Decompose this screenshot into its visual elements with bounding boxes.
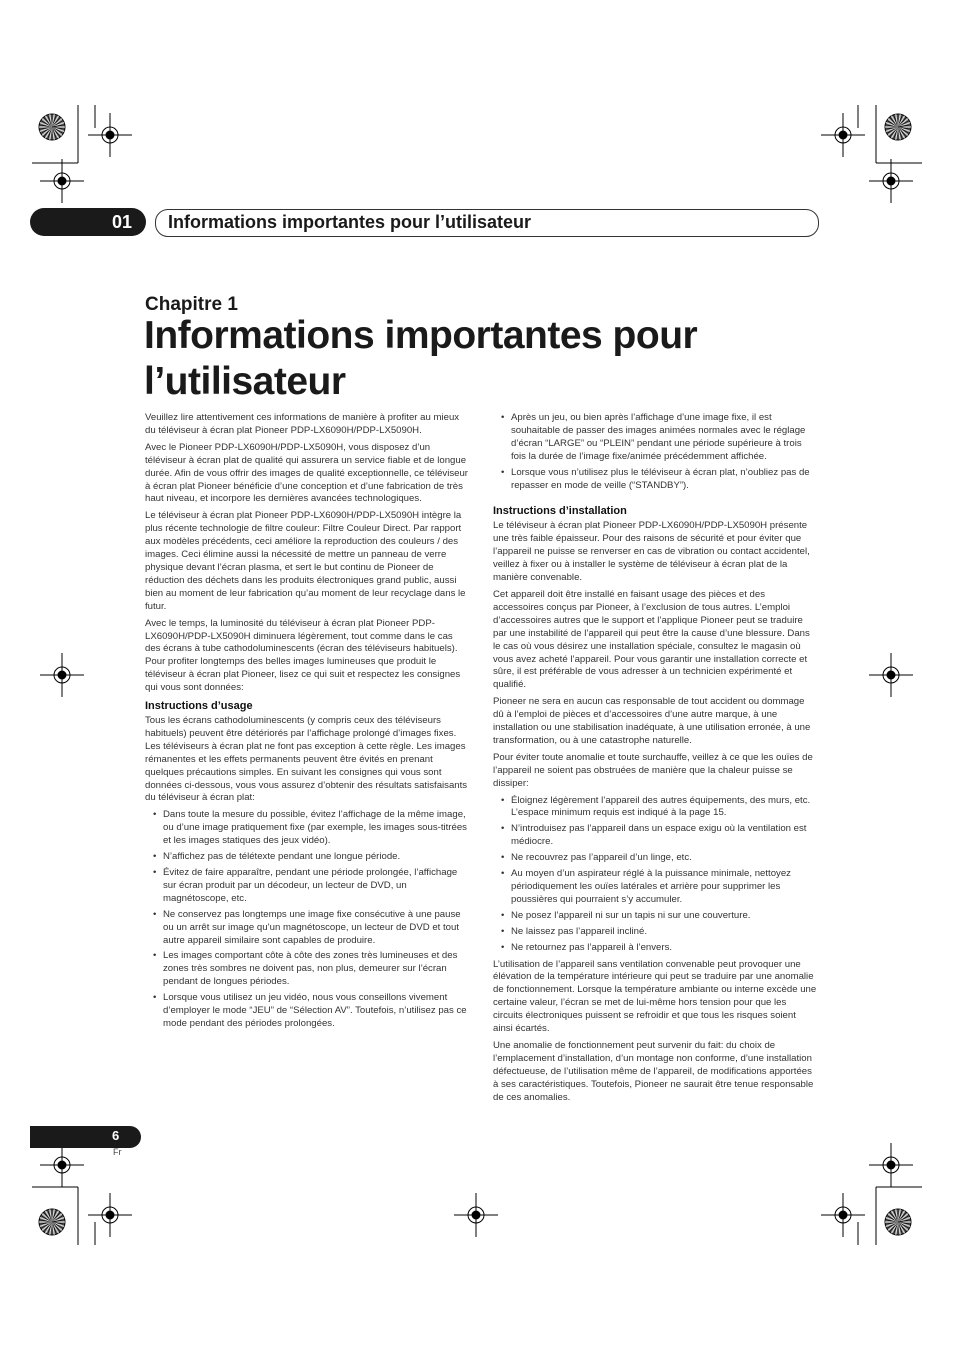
install-paragraph: Cet appareil doit être installé en faisant usage des pièces et des accessoires conçus par Pioneer, à l’exclusion de tous autres. L’emploi d’accessoires autres que le support et l’applique Pioneer peut se traduire par une instabilité de l’appareil qui peut être la cause d’une blessure. Dans le cas où vous désirez une installation spéciale, consultez le magasin où vous avez acheté l’appareil. Pour vous garantir une installation correcte et sûre, il est préférable de vous adresser à un technicien expérimenté et qualifié. (493, 588, 810, 691)
registration-starburst (39, 1209, 65, 1235)
list-item: • Lorsque vous utilisez un jeu vidéo, nous vous conseillons vivement d’employer le mode “JEU” de “Sélection AV”. Toutefois, n’utilisez pas ce mode pendant des périodes prolongées. (145, 992, 469, 1031)
chapter-label: Chapitre 1 (145, 294, 238, 315)
list-item: • Ne recouvrez pas l’appareil d’un linge, etc. (493, 852, 817, 865)
intro-paragraph: Veuillez lire attentivement ces informations de manière à profiter au mieux du téléviseur à écran plat Pioneer PDP-LX6090H/PDP-LX5090H. (145, 412, 460, 436)
list-item: • Ne posez l’appareil ni sur un tapis ni sur une couverture. (493, 910, 817, 923)
list-item: • Après un jeu, ou bien après l’affichage d’une image fixe, il est souhaitable de passer des images animées normales avec le réglage d’écran “LARGE” ou “PLEIN” pendant une période supérieure à trois fois la durée de l’image fixe/animée précédemment affichée. (493, 412, 817, 464)
install-heading: Instructions d’installation (493, 505, 627, 518)
page-number: 6 (112, 1128, 120, 1143)
intro-paragraph: Le téléviseur à écran plat Pioneer PDP-LX6090H/PDP-LX5090H intègre la plus récente technologie de filtre couleur: Filtre Couleur Direct. Par rapport aux modèles précédents, ceci améliore la reproduction des couleurs / des images. Ceci élimine aussi la nécessité de mettre un panneau de verre physique devant l’écran plasma, et sert le but continu de Pioneer de réduction des déchets dans les produits électroniques grand public, aussi bien au moment de leur fabrication qu’au moment de leur recyclage dans le futur. (145, 510, 466, 612)
install-paragraph: Pioneer ne sera en aucun cas responsable de tout accident ou dommage dû à l’emploi de pièces et d’accessoires d’une autre marque, à une installation ou une stabilisation inadéquate, à une utilisation erronée, à une transformation, ou à une catastrophe naturelle. (493, 696, 811, 746)
list-item: • Ne laissez pas l’appareil incliné. (493, 926, 817, 939)
registration-starburst (885, 1209, 911, 1235)
registration-crosshair (454, 1193, 498, 1237)
list-item: • Les images comportant côte à côte des zones très lumineuses et des zones très sombres ne doivent pas, non plus, demeurer sur l’écran pendant de longues périodes. (145, 950, 469, 989)
chapter-number: 01 (112, 212, 133, 232)
intro-paragraph: Avec le Pioneer PDP-LX6090H/PDP-LX5090H, vous disposez d’un téléviseur à écran plat de qualité qui assurera un service fiable et de longue durée. Afin de vous offrir des images de qualité exceptionnelle, ce téléviseur à écran plat Pioneer bénéficie d’une conception et d’une fabrication de très haut niveau, et incorpore les dernières avancées technologiques. (145, 441, 469, 505)
list-item: • Au moyen d’un aspirateur réglé à la puissance minimale, nettoyez périodiquement les ouïes latérales et arrière pour supprimer les poussières qui pourraient s’y accumuler. (493, 868, 817, 907)
registration-crosshair (869, 1143, 913, 1187)
page-number-tab (30, 1126, 141, 1148)
registration-crosshair (869, 653, 913, 697)
list-item: • Ne conservez pas longtemps une image fixe consécutive à une pause ou un arrêt sur image qu’un magnétoscope, un lecteur de DVD et tout autre appareil similaire sont capables de produire. (145, 909, 469, 948)
right-column (493, 412, 817, 1109)
install-list (493, 795, 817, 955)
usage-heading: Instructions d’usage (145, 700, 253, 713)
list-item: • Évitez de faire apparaître, pendant une période prolongée, l’affichage sur écran produit par un décodeur, un lecteur de DVD, un magnétoscope, etc. (145, 867, 469, 906)
list-item: • Éloignez légèrement l’appareil des autres équipements, des murs, etc. L’espace minimum requis est indiqué à la page 15. (493, 795, 817, 821)
install-paragraph: Une anomalie de fonctionnement peut survenir du fait: du choix de l’emplacement d’installation, d’un montage non conforme, d’une installation défectueuse, de l’utilisation même de l’appareil, de modifications apportées à ses caractéristiques. Toutefois, Pioneer ne saurait être tenue responsable de ces anomalies. (493, 1039, 814, 1103)
page-title: Informations importantes pour l’utilisateur (144, 314, 698, 403)
left-column (145, 412, 469, 1035)
install-paragraph: Le téléviseur à écran plat Pioneer PDP-LX6090H/PDP-LX5090H présente une très faible épaisseur. Pour des raisons de sécurité et pour éviter que l’appareil ne puisse se renverser en cas de vibration ou contact accidentel, veillez à fixer ou à installer le système de téléviseur à écran plat de la manière convenable. (493, 520, 810, 584)
usage-list-continued (493, 412, 817, 492)
usage-list (145, 809, 469, 1031)
intro-paragraph: Avec le temps, la luminosité du téléviseur à écran plat Pioneer PDP-LX6090H/PDP-LX5090H diminuera légèrement, tout comme dans le cas des écrans à tube cathodoluminescents (écran des téléviseurs habituels). Pour profiter longtemps des belles images lumineuses que produit le téléviseur à écran plat Pioneer, lisez ce qui suit et respectez les consignes qui vous sont données: (145, 617, 461, 694)
list-item: • Lorsque vous n’utilisez plus le téléviseur à écran plat, n’oubliez pas de repasser en mode de veille (“STANDBY”). (493, 467, 817, 493)
registration-crosshair (40, 653, 84, 697)
registration-starburst (885, 114, 911, 140)
install-paragraph: L’utilisation de l’appareil sans ventilation convenable peut provoquer une élévation de la température intérieure qui peut se traduire par une anomalie de fonctionnement. Lorsque la température ambiante ou interne excède une certaine valeur, l’écran se met de lui-même hors tension pour que les circuits électroniques puissent se refroidir et que tous les risques soient ainsi écartés. (493, 958, 817, 1035)
list-item: • Dans toute la mesure du possible, évitez l’affichage de la même image, ou d’une image pratiquement fixe (par exemple, les images sous-titrées et les images statiques des jeux vidéo). (145, 809, 469, 848)
install-paragraph: Pour éviter toute anomalie et toute surchauffe, veillez à ce que les ouïes de l’appareil ne soient pas obstruées de manière que la chaleur puisse se dissiper: (493, 751, 813, 789)
registration-crosshair (869, 159, 913, 203)
registration-starburst (39, 114, 65, 140)
language-code: Fr (113, 1147, 122, 1157)
registration-crosshair (40, 1143, 84, 1187)
list-item: • N’affichez pas de télétexte pendant une longue période. (145, 851, 469, 864)
usage-paragraph: Tous les écrans cathodoluminescents (y compris ceux des téléviseurs habituels) peuvent être détériorés par l’affichage prolongé d’images fixes. Les téléviseurs à écran plat ne font pas exception à cette règle. Les images rémanentes et les effets permanents peuvent être évités en prenant quelques précautions simples. En suivant les consignes qui vous sont données ci-dessous, vous vous assurez d’obtenir des résultats satisfaisants du téléviseur à écran plat: (145, 715, 468, 804)
header-title: Informations importantes pour l’utilisateur (168, 212, 532, 232)
registration-crosshair (40, 159, 84, 203)
list-item: • Ne retournez pas l’appareil à l’envers. (493, 942, 817, 955)
list-item: • N’introduisez pas l’appareil dans un espace exigu où la ventilation est médiocre. (493, 823, 817, 849)
